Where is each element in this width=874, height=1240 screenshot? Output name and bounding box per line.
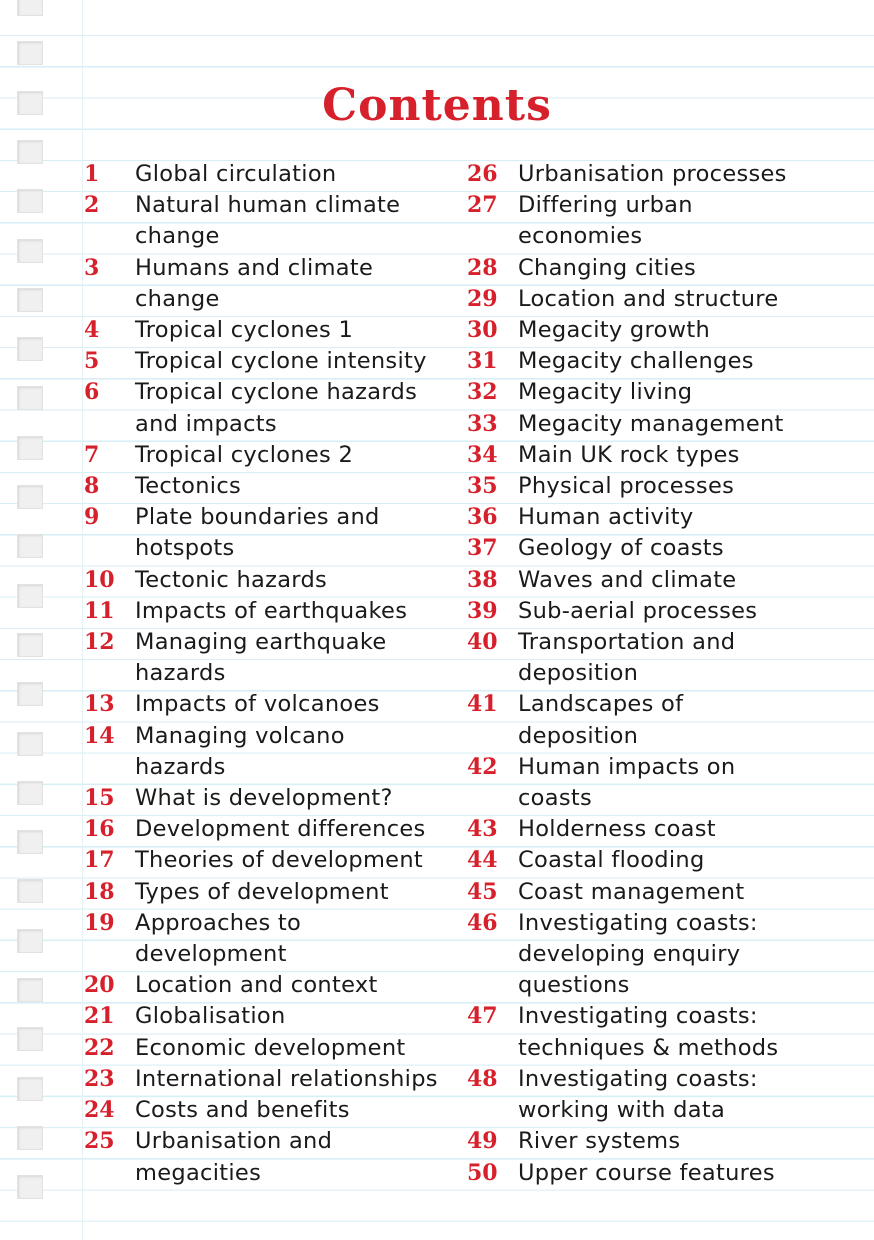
entry-title: Managing volcano hazards	[135, 722, 345, 780]
binder-hole	[17, 929, 43, 953]
contents-entry	[84, 471, 454, 502]
contents-entry	[467, 409, 867, 440]
contents-entry	[467, 1064, 867, 1126]
contents-entry	[467, 471, 867, 502]
entry-title: Physical processes	[518, 473, 735, 500]
entry-number: 18	[84, 878, 115, 905]
entry-title: Development differences	[135, 816, 426, 843]
contents-entry	[84, 845, 454, 876]
entry-title: Megacity management	[518, 410, 784, 437]
contents-entry	[467, 1001, 867, 1063]
contents-entry	[467, 440, 867, 471]
entry-title: Approaches to development	[135, 909, 302, 968]
entry-number: 43	[467, 816, 498, 843]
entry-title: Humans and climate change	[135, 254, 374, 312]
contents-entry	[467, 1158, 867, 1189]
contents-entry	[84, 689, 454, 720]
entry-title: Human activity	[518, 504, 694, 531]
entry-number: 44	[467, 847, 498, 874]
binder-hole	[17, 781, 43, 805]
contents-entry	[84, 1001, 454, 1032]
binder-hole	[17, 0, 43, 16]
entry-title: Geology of coasts	[518, 535, 724, 562]
entry-title: Main UK rock types	[518, 441, 740, 468]
entry-number: 34	[467, 441, 498, 468]
entry-number: 20	[84, 972, 115, 999]
contents-entry	[84, 970, 454, 1001]
entry-title: Transportation and deposition	[518, 629, 736, 687]
contents-entry	[84, 315, 454, 346]
binder-hole	[17, 140, 43, 164]
contents-entry	[467, 565, 867, 596]
entry-number: 23	[84, 1065, 115, 1092]
entry-number: 37	[467, 535, 498, 562]
contents-entry	[84, 1033, 454, 1064]
entry-number: 31	[467, 348, 498, 375]
contents-entry	[84, 1126, 454, 1188]
entry-title: Tropical cyclones 2	[135, 441, 354, 468]
entry-number: 38	[467, 566, 498, 593]
entry-title: Location and structure	[518, 285, 779, 312]
contents-entry	[467, 284, 867, 315]
entry-number: 19	[84, 909, 115, 936]
entry-number: 8	[84, 473, 100, 500]
contents-entry	[467, 533, 867, 564]
entry-number: 26	[467, 161, 498, 187]
entry-title: Impacts of volcanoes	[135, 691, 380, 718]
entry-title: Investigating coasts: working with data	[518, 1065, 758, 1124]
entry-number: 14	[84, 722, 115, 749]
entry-title: Tectonic hazards	[135, 566, 328, 593]
contents-entry	[467, 1126, 867, 1157]
entry-number: 40	[467, 629, 498, 656]
entry-title: Megacity challenges	[518, 348, 754, 375]
entry-title: Human impacts on coasts	[518, 753, 736, 812]
entry-title: Plate boundaries and hotspots	[135, 504, 380, 562]
binder-hole	[17, 682, 43, 706]
entry-title: Tropical cyclone intensity	[135, 348, 427, 375]
entry-title: Theories of development	[135, 847, 423, 874]
entry-number: 29	[467, 285, 498, 312]
entry-title: Managing earthquake hazards	[135, 629, 387, 687]
contents-entry	[467, 814, 867, 845]
entry-number: 30	[467, 317, 498, 344]
contents-entry	[467, 315, 867, 346]
entry-title: Tropical cyclones 1	[135, 317, 354, 344]
entry-number: 47	[467, 1003, 498, 1030]
contents-entry	[467, 159, 867, 190]
contents-entry	[84, 721, 454, 783]
contents-entry	[467, 627, 867, 689]
binder-hole	[17, 41, 43, 65]
contents-entry	[84, 1095, 454, 1126]
binder-hole	[17, 534, 43, 558]
entry-number: 15	[84, 785, 115, 812]
entry-number: 4	[84, 317, 100, 344]
binder-hole	[17, 239, 43, 263]
entry-title: Sub-aerial processes	[518, 597, 758, 624]
entry-number: 9	[84, 504, 100, 531]
entry-number: 33	[467, 410, 498, 437]
entry-title: Coastal flooding	[518, 847, 705, 874]
contents-entry	[84, 565, 454, 596]
binder-hole	[17, 732, 43, 756]
contents-entry	[84, 627, 454, 689]
entry-title: Holderness coast	[518, 816, 716, 843]
contents-entry	[467, 908, 867, 1002]
entry-number: 3	[84, 254, 100, 281]
contents-entry	[467, 190, 867, 252]
entry-number: 42	[467, 753, 498, 780]
entry-number: 32	[467, 379, 498, 406]
contents-entry	[467, 346, 867, 377]
entry-number: 22	[84, 1034, 115, 1061]
contents-entry	[467, 502, 867, 533]
entry-title: Impacts of earthquakes	[135, 597, 408, 624]
contents-entry	[84, 377, 454, 439]
binder-hole	[17, 1077, 43, 1101]
entry-title: Global circulation	[135, 161, 337, 187]
margin-line	[82, 0, 83, 1240]
contents-entry	[467, 845, 867, 876]
entry-title: Megacity growth	[518, 317, 711, 344]
contents-entry	[84, 502, 454, 564]
contents-entry	[84, 1064, 454, 1095]
contents-entry	[84, 908, 454, 970]
entry-title: Investigating coasts: developing enquiry questions	[518, 909, 758, 999]
contents-entry	[84, 159, 454, 190]
contents-entry	[84, 346, 454, 377]
binder-hole	[17, 978, 43, 1002]
binder-hole	[17, 189, 43, 213]
entry-number: 11	[84, 597, 115, 624]
entry-title: Natural human climate change	[135, 192, 401, 250]
contents-entry	[84, 596, 454, 627]
entry-title: Costs and benefits	[135, 1097, 350, 1124]
entry-title: International relationships	[135, 1065, 438, 1092]
entry-title: Location and context	[135, 972, 378, 999]
entry-number: 25	[84, 1128, 115, 1155]
page-title: Contents	[322, 80, 552, 131]
binder-hole	[17, 337, 43, 361]
binder-hole	[17, 584, 43, 608]
contents-entry	[84, 253, 454, 315]
entry-number: 21	[84, 1003, 115, 1030]
contents-entry	[84, 877, 454, 908]
binder-hole	[17, 633, 43, 657]
binder-hole	[17, 288, 43, 312]
entry-title: Globalisation	[135, 1003, 286, 1030]
entry-title: Tropical cyclone hazards and impacts	[135, 379, 418, 437]
binder-hole	[17, 1175, 43, 1199]
contents-entry	[467, 377, 867, 408]
entry-number: 10	[84, 566, 115, 593]
entry-title: Megacity living	[518, 379, 693, 406]
entry-title: Coast management	[518, 878, 745, 905]
entry-title: What is development?	[135, 785, 393, 812]
contents-column-left	[84, 159, 454, 1189]
contents-column-right	[467, 159, 867, 1189]
entry-number: 49	[467, 1128, 498, 1155]
contents-entry	[467, 689, 867, 751]
contents-entry	[467, 877, 867, 908]
entry-title: Urbanisation and megacities	[135, 1128, 333, 1186]
entry-title: Urbanisation processes	[518, 161, 787, 187]
entry-number: 45	[467, 878, 498, 905]
binder-holes	[17, 0, 45, 1240]
entry-number: 7	[84, 441, 100, 468]
entry-number: 12	[84, 629, 115, 656]
contents-entry	[84, 783, 454, 814]
entry-title: Tectonics	[135, 473, 242, 500]
entry-number: 39	[467, 597, 498, 624]
contents-entry	[84, 440, 454, 471]
contents-entry	[84, 190, 454, 252]
entry-number: 27	[467, 192, 498, 219]
entry-title: Changing cities	[518, 254, 697, 281]
contents-entry	[467, 253, 867, 284]
entry-number: 6	[84, 379, 100, 406]
entry-title: Types of development	[135, 878, 389, 905]
entry-number: 48	[467, 1065, 498, 1092]
entry-title: Differing urban economies	[518, 192, 693, 250]
entry-title: River systems	[518, 1128, 681, 1155]
entry-title: Landscapes of deposition	[518, 691, 684, 749]
binder-hole	[17, 485, 43, 509]
binder-hole	[17, 1027, 43, 1051]
entry-number: 13	[84, 691, 115, 718]
contents-entry	[84, 814, 454, 845]
entry-number: 5	[84, 348, 100, 375]
entry-number: 24	[84, 1097, 115, 1124]
binder-hole	[17, 386, 43, 410]
binder-hole	[17, 1126, 43, 1150]
entry-number: 35	[467, 473, 498, 500]
entry-number: 16	[84, 816, 115, 843]
entry-title: Waves and climate	[518, 566, 737, 593]
entry-number: 46	[467, 909, 498, 936]
binder-hole	[17, 436, 43, 460]
entry-title: Upper course features	[518, 1159, 775, 1186]
entry-number: 36	[467, 504, 498, 531]
binder-hole	[17, 879, 43, 903]
contents-entry	[467, 752, 867, 814]
entry-number: 50	[467, 1159, 498, 1186]
contents-entry	[467, 596, 867, 627]
entry-title: Economic development	[135, 1034, 406, 1061]
entry-number: 17	[84, 847, 115, 874]
entry-number: 1	[84, 161, 100, 187]
entry-title: Investigating coasts: techniques & methods	[518, 1003, 779, 1061]
entry-number: 41	[467, 691, 498, 718]
entry-number: 28	[467, 254, 498, 281]
entry-number: 2	[84, 192, 100, 219]
binder-hole	[17, 830, 43, 854]
